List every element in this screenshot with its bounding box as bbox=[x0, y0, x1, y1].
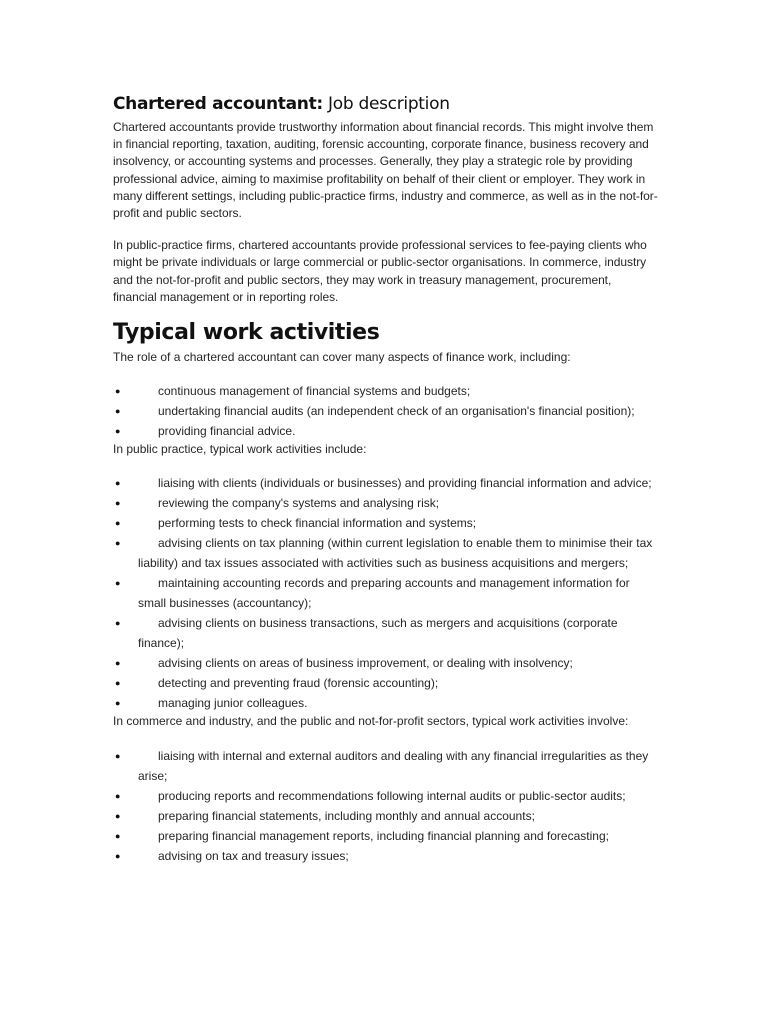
list-item-text: advising clients on areas of business improvement, or dealing with insolvency; bbox=[158, 656, 573, 671]
bullet-icon: ● bbox=[115, 426, 121, 437]
commerce-activities-list bbox=[113, 746, 658, 866]
bullet-icon: ● bbox=[115, 698, 121, 709]
commerce-intro: In commerce and industry, and the public and not-for-profit sectors, typical work activities involve: bbox=[113, 714, 629, 729]
bullet-icon: ● bbox=[115, 618, 121, 629]
list-item bbox=[113, 746, 658, 786]
list-item-text: maintaining accounting records and preparing accounts and management information for small businesses (accountancy); bbox=[138, 576, 630, 611]
list-item bbox=[113, 826, 658, 846]
list-item bbox=[113, 573, 658, 613]
list-item bbox=[113, 673, 658, 693]
list-item-text: reviewing the company's systems and analysing risk; bbox=[158, 496, 440, 511]
list-item bbox=[113, 473, 658, 493]
paragraph-intro: Chartered accountants provide trustworthy information about financial records. This might involve them in financial reporting, taxation, auditing, forensic accounting, corporate finance, business recovery and insolvency, or accounting systems and processes. Generally, they play a strategic role by providing professional advice, aiming to maximise profitability on behalf of their client or employer. They work in many different settings, including public-practice firms, industry and commerce, as well as in the not-for-profit and public sectors. bbox=[113, 120, 658, 221]
list-item-text: advising clients on business transactions, such as mergers and acquisitions (corporate finance); bbox=[138, 616, 618, 651]
list-item bbox=[113, 533, 658, 573]
list-item-text: performing tests to check financial information and systems; bbox=[158, 516, 477, 531]
bullet-icon: ● bbox=[115, 810, 121, 821]
bullet-icon: ● bbox=[115, 830, 121, 841]
bullet-icon: ● bbox=[115, 578, 121, 589]
list-item bbox=[113, 846, 658, 866]
list-item-text: managing junior colleagues. bbox=[158, 696, 308, 711]
list-item-text: providing financial advice. bbox=[158, 424, 296, 439]
document-page bbox=[113, 92, 658, 866]
list-item-text: liaising with internal and external auditors and dealing with any financial irregularities as they arise; bbox=[138, 748, 649, 783]
list-item bbox=[113, 786, 658, 806]
bullet-icon: ● bbox=[115, 678, 121, 689]
bullet-icon: ● bbox=[115, 658, 121, 669]
list-item-text: liaising with clients (individuals or businesses) and providing financial information and advice; bbox=[158, 476, 652, 491]
list-item bbox=[113, 381, 658, 401]
bullet-icon: ● bbox=[115, 850, 121, 861]
public-practice-intro: In public practice, typical work activities include: bbox=[113, 442, 367, 457]
list-item-text: continuous management of financial systems and budgets; bbox=[158, 384, 471, 399]
bullet-icon: ● bbox=[115, 386, 121, 397]
bullet-icon: ● bbox=[115, 406, 121, 417]
bullet-icon: ● bbox=[115, 750, 121, 761]
general-activities-list bbox=[113, 381, 658, 441]
title-light-part: Job description bbox=[322, 94, 450, 114]
list-item bbox=[113, 493, 658, 513]
bullet-icon: ● bbox=[115, 478, 121, 489]
bullet-icon: ● bbox=[115, 518, 121, 529]
section-heading: Typical work activities bbox=[113, 320, 380, 346]
document-title bbox=[113, 92, 658, 116]
list-item-text: detecting and preventing fraud (forensic accounting); bbox=[158, 676, 439, 691]
list-item bbox=[113, 421, 658, 441]
section-intro: The role of a chartered accountant can cover many aspects of finance work, including: bbox=[113, 350, 571, 365]
list-item-text: producing reports and recommendations following internal audits or public-sector audits; bbox=[158, 788, 626, 803]
public-practice-activities-list bbox=[113, 473, 658, 713]
list-item bbox=[113, 513, 658, 533]
bullet-icon: ● bbox=[115, 498, 121, 509]
list-item bbox=[113, 693, 658, 713]
list-item bbox=[113, 653, 658, 673]
list-item-text: advising clients on tax planning (within current legislation to enable them to minimise their tax liability) and tax issues associated with activities such as business acquisitions and mergers; bbox=[138, 536, 653, 571]
list-item bbox=[113, 806, 658, 826]
title-bold-part: Chartered accountant: bbox=[113, 94, 323, 114]
list-item-text: undertaking financial audits (an independent check of an organisation's financial position); bbox=[158, 404, 635, 419]
list-item bbox=[113, 613, 658, 653]
list-item-text: preparing financial management reports, including financial planning and forecasting; bbox=[158, 828, 609, 843]
bullet-icon: ● bbox=[115, 790, 121, 801]
list-item bbox=[113, 401, 658, 421]
bullet-icon: ● bbox=[115, 538, 121, 549]
list-item-text: preparing financial statements, including monthly and annual accounts; bbox=[158, 808, 535, 823]
paragraph-public-practice: In public-practice firms, chartered accountants provide professional services to fee-paying clients who might be private individuals or large commercial or public-sector organisations. In commerce, industry and the not-for-profit and public sectors, they may work in treasury management, procurement, financial management or in reporting roles. bbox=[113, 238, 647, 304]
list-item-text: advising on tax and treasury issues; bbox=[158, 848, 349, 863]
